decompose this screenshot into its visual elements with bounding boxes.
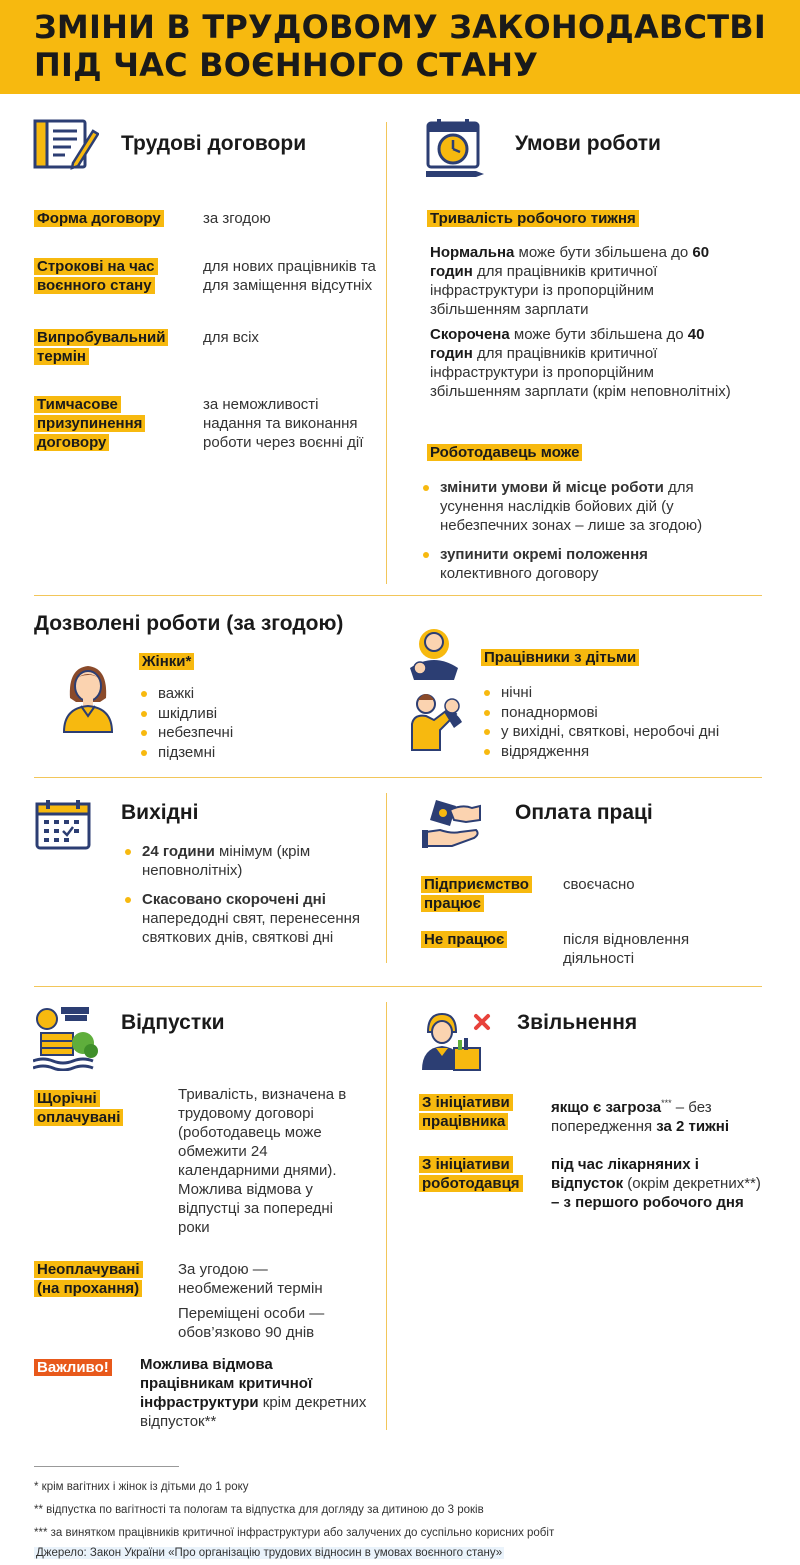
conditions-title: Умови роботи [515, 132, 661, 155]
unpaid-vacation-value-2: Переміщені особи — обов’язково 90 днів [178, 1305, 325, 1341]
dismissal-title: Звільнення [517, 1011, 638, 1034]
footnote-2: ** відпустка по вагітності та пологам та відпустка для догляду за дитиною до 3 років [34, 1504, 484, 1516]
parents-item-3: у вихідні, святкові, неробочі дні [501, 723, 720, 740]
contracts-row-2-label: Строкові на час воєнного стану [34, 257, 184, 295]
weekends-item-1: 24 години мінімум (крім неповнолітніх) [142, 842, 322, 880]
contracts-row-1-label: Форма договору [34, 209, 194, 228]
women-item-1: важкі [158, 685, 195, 702]
parents-item-2: понаднормові [501, 704, 598, 721]
women-item-4: підземні [158, 744, 216, 761]
dismissal-icon [418, 1010, 498, 1072]
footnote-1: * крім вагітних і жінок із дітьми до 1 року [34, 1481, 249, 1493]
divider-vertical-bottom [386, 1002, 387, 1430]
footnote-3: *** за винятком працівників критичної інфраструктури або залучених до суспільно корисних робіт [34, 1527, 555, 1539]
pay-row-2-label: Не працює [421, 930, 507, 949]
paid-vacation-label: Щорічні оплачувані [34, 1089, 144, 1127]
divider-footnotes [34, 1466, 179, 1467]
divider-3 [34, 986, 762, 987]
divider-vertical-mid [386, 793, 387, 963]
woman-icon [60, 662, 116, 734]
contracts-row-3-value: для всіх [203, 329, 259, 346]
contracts-title: Трудові договори [121, 132, 307, 155]
women-item-3: небезпечні [158, 724, 234, 741]
women-label: Жінки* [139, 652, 194, 671]
source-note: Джерело: Закон України «Про організацію трудових відносин в умовах воєнного стану» [36, 1547, 503, 1559]
contract-icon [33, 117, 99, 171]
week-duration-label: Тривалість робочого тижня [427, 209, 639, 228]
unpaid-vacation-label: Неоплачувані (на прохання) [34, 1260, 164, 1298]
pay-row-1-value: своєчасно [563, 876, 635, 893]
employer-item-1: змінити умови й місце роботи для усунення наслідків бойових дій (у небезпечних зонах – лише за згодою) [440, 478, 758, 535]
unpaid-vacation-value-1: За угодою — необмежений термін [178, 1261, 323, 1297]
paid-vacation-value: Тривалість, визначена в трудовому договорі (роботодавець може обмежити 24 календарними днями). Можлива відмова у відпустці за попередні роки [178, 1086, 347, 1236]
pay-title: Оплата праці [515, 801, 653, 824]
calendar-clock-icon [424, 117, 486, 179]
important-badge: Важливо! [34, 1358, 112, 1377]
contracts-row-3-label: Випробувальний термін [34, 328, 194, 366]
pay-row-2-value: після відновлення діяльності [563, 931, 690, 967]
weekends-title: Вихідні [121, 801, 199, 824]
pay-row-1-label: Підприємство працює [421, 875, 556, 913]
parents-icon [404, 624, 466, 752]
employee-initiative-label: З ініціативи працівника [419, 1093, 529, 1131]
vacations-title: Відпустки [121, 1011, 225, 1034]
employer-can-label: Роботодавець може [427, 443, 582, 462]
contracts-row-4-label: Тимчасове призупинення договору [34, 395, 174, 452]
employee-initiative-text: якщо є загроза*** – без попередження за 2 тижні [551, 1098, 729, 1135]
weekends-item-2: Скасовано скорочені дні напередодні свят, перенесення святкових днів, святкові дні [142, 890, 364, 947]
parents-label: Працівники з дітьми [481, 648, 639, 667]
page-header [0, 0, 800, 94]
normal-week-text: Нормальна може бути збільшена до 60 годин для працівників критичної інфраструктури із пропорційним збільшенням зарплати [430, 244, 710, 318]
contracts-row-4-value: за неможливості надання та виконання роботи через воєнні дії [203, 396, 364, 451]
employer-item-2: зупинити окремі положення колективного договору [440, 545, 700, 583]
parents-item-1: нічні [501, 684, 533, 701]
employer-initiative-label: З ініціативи роботодавця [419, 1155, 539, 1193]
women-item-2: шкідливі [158, 705, 218, 722]
contracts-row-2-value: для нових працівників та для заміщення відсутніх [203, 258, 376, 294]
vacation-icon [33, 1003, 99, 1071]
important-text: Можлива відмова працівникам критичної інфраструктури крім декретних відпусток** [140, 1356, 367, 1430]
payment-hands-icon [422, 796, 484, 854]
employer-initiative-text: під час лікарняних і відпусток (окрім декретних**) – з першого робочого дня [551, 1156, 761, 1211]
divider-vertical-top [386, 122, 387, 584]
divider-1 [34, 595, 762, 596]
allowed-title: Дозволені роботи (за згодою) [34, 612, 344, 635]
calendar-check-icon [35, 800, 91, 850]
page-title: ЗМІНИ В ТРУДОВОМУ ЗАКОНОДАВСТВІ ПІД ЧАС ВОЄННОГО СТАНУ [34, 8, 766, 84]
parents-item-4: відрядження [501, 743, 590, 760]
divider-2 [34, 777, 762, 778]
contracts-row-1-value: за згодою [203, 210, 271, 227]
short-week-text: Скорочена може бути збільшена до 40 годин для працівників критичної інфраструктури із пропорційним збільшенням зарплати (крім неповнолітніх) [430, 326, 731, 400]
